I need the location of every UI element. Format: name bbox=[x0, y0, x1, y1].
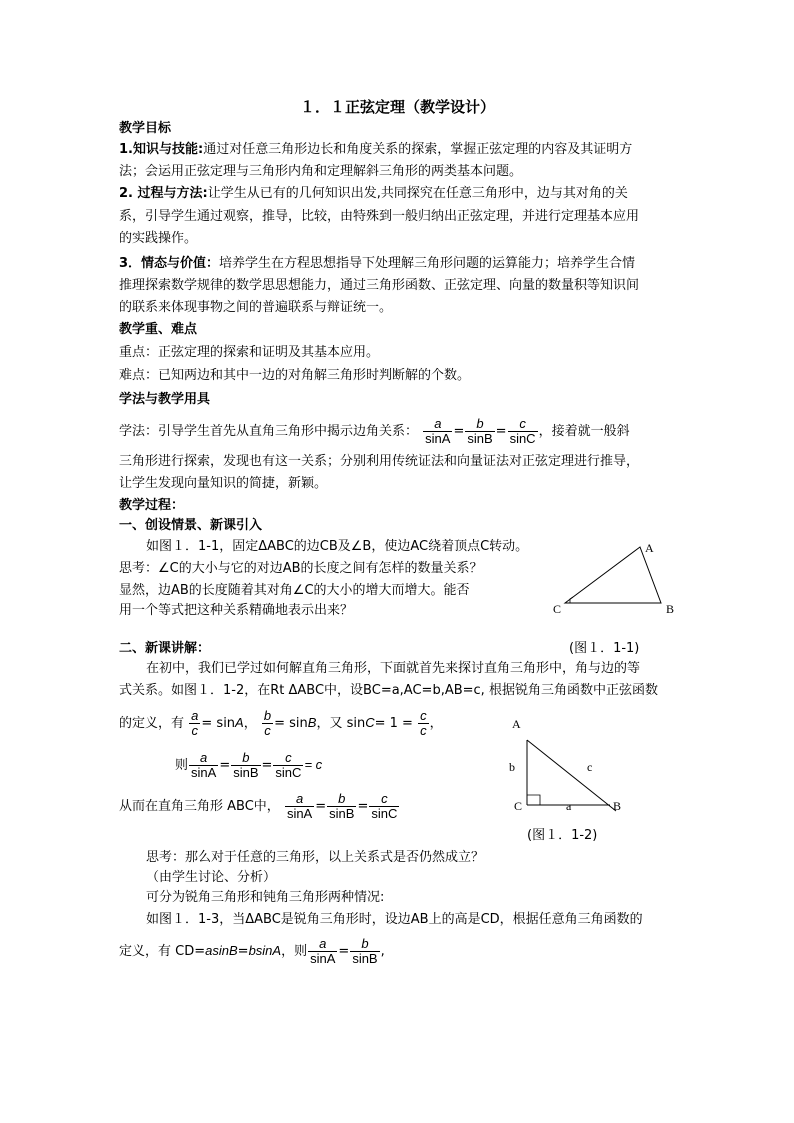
fig2-label-b: b bbox=[509, 760, 515, 774]
split-line: 可分为锐角三角形和钝角三角形两种情况: bbox=[146, 890, 385, 905]
key-heading: 教学重、难点 bbox=[119, 322, 198, 337]
fig1-label-C: C bbox=[553, 602, 562, 616]
goal-2: 2. 过程与方法:让学生从已有的几何知识出发,共同探究在任意三角形中，边与其对角的关 bbox=[119, 186, 628, 201]
fig2-label-a: a bbox=[566, 799, 572, 813]
tools-heading: 学法与教学用具 bbox=[119, 392, 211, 407]
goal-1-cont: 法；会运用正弦定理与三角形内角和定理解斜三角形的两类基本问题。 bbox=[119, 164, 523, 179]
goal-1: 1.知识与技能:通过对任意三角形边长和角度关系的探索，掌握正弦定理的内容及其证明方 bbox=[119, 142, 633, 157]
goal-2-cont-1: 系，引导学生通过观察，推导，比较，由特殊到一般归纳出正弦定理，并进行定理基本应用 bbox=[119, 209, 640, 224]
tools-line-1: 学法：引导学生首先从直角三角形中揭示边角关系： $\frac{a}{\sin A}$ = $\frac{b}{\sin B}$ = $\frac{c}{\sin C}$ ，接着就一般斜 bbox=[119, 416, 630, 446]
key-point: 重点：正弦定理的探索和证明及其基本应用。 bbox=[119, 345, 380, 360]
fig1-caption: (图１．1-1) bbox=[569, 641, 640, 656]
s2-line-3: 的定义，有 $\frac{a}{c}$ = sinA， $\frac{b}{c}$ = sinB，又 sinC= 1 = $\frac{c}{c}$ ， bbox=[119, 708, 443, 738]
figure-1-1-triangle bbox=[560, 540, 680, 620]
tools-line-3: 让学生发现向量知识的简捷，新颖。 bbox=[119, 476, 328, 491]
s1-line-3: 显然，边AB的长度随着其对角∠C的大小的增大而增大。能否 bbox=[119, 583, 470, 598]
s1-line-4: 用一个等式把这种关系精确地表示出来？ bbox=[119, 603, 354, 618]
fig2-label-C: C bbox=[514, 799, 523, 813]
acute-line: 如图１．1-3，当ΔABC是锐角三角形时，设边AB上的高是CD，根据任意角三角函数的 bbox=[146, 912, 643, 927]
goal-3: 3．情态与价值：培养学生在方程思想指导下处理解三角形问题的运算能力；培养学生合情 bbox=[119, 256, 636, 271]
then-equation: 则 $\frac{a}{\sin A}$ = $\frac{b}{\sin B}$ = $\frac{c}{\sin C}$ = c bbox=[175, 750, 323, 780]
acute-line-2: 定义，有 CD=asinB=bsinA，则 $\frac{a}{\sin A}$ = $\frac{b}{\sin B}$ , bbox=[119, 936, 385, 966]
s1-line-2: 思考：∠C的大小与它的对边AB的长度之间有怎样的数量关系？ bbox=[119, 561, 483, 576]
goals-heading: 教学目标 bbox=[119, 121, 172, 136]
think-line: 思考：那么对于任意的三角形，以上关系式是否仍然成立？ bbox=[146, 850, 485, 865]
s1-line-1: 如图１．1-1，固定ΔABC的边CB及∠B，使边AC绕着顶点C转动。 bbox=[146, 539, 529, 554]
conclusion-equation: 从而在直角三角形 ABC中， $\frac{a}{\sin A}$ = $\frac{b}{\sin B}$ = $\frac{c}{\sin C}$ bbox=[119, 791, 398, 821]
fig2-caption: (图１．1-2) bbox=[527, 828, 598, 843]
section-2-heading: 二、新课讲解： bbox=[119, 641, 211, 656]
goal-3-cont-2: 的联系来体现事物之间的普遍联系与辩证统一。 bbox=[119, 300, 393, 315]
goal-2-cont-2: 的实践操作。 bbox=[119, 231, 198, 246]
fig2-label-c: c bbox=[587, 760, 593, 774]
section-1-heading: 一、创设情景、新课引入 bbox=[119, 518, 263, 533]
s2-line-2: 式关系。如图１．1-2，在Rt ΔABC中，设BC=a,AC=b,AB=c, 根据锐角三角函数中正弦函数 bbox=[119, 683, 658, 698]
fraction-b-over-sinB: $\frac{b}{\sin B}$ bbox=[467, 416, 493, 446]
goal-3-cont-1: 推理探索数学规律的数学思思想能力，通过三角形函数、正弦定理、向量的数量积等知识间 bbox=[119, 278, 640, 293]
s2-line-1: 在初中，我们已学过如何解直角三角形，下面就首先来探讨直角三角形中，角与边的等 bbox=[146, 661, 641, 676]
page-title: １．１正弦定理（教学设计） bbox=[300, 98, 496, 116]
fig1-label-B: B bbox=[666, 602, 675, 616]
process-heading: 教学过程： bbox=[119, 498, 185, 513]
fig2-label-B: B bbox=[613, 799, 622, 813]
right-angle-mark bbox=[527, 795, 540, 805]
fraction-a-over-sinA: $\frac{a}{\sin A}$ bbox=[425, 416, 451, 446]
fig1-label-A: A bbox=[645, 541, 654, 555]
fig2-label-A: A bbox=[512, 717, 521, 731]
discuss-line: （由学生讨论、分析） bbox=[146, 870, 277, 885]
tools-line-2: 三角形进行探索，发现也有这一关系；分别利用传统证法和向量证法对正弦定理进行推导， bbox=[119, 454, 640, 469]
fraction-c-over-sinC: $\frac{c}{\sin C}$ bbox=[509, 416, 536, 446]
hard-point: 难点：已知两边和其中一边的对角解三角形时判断解的个数。 bbox=[119, 368, 471, 383]
